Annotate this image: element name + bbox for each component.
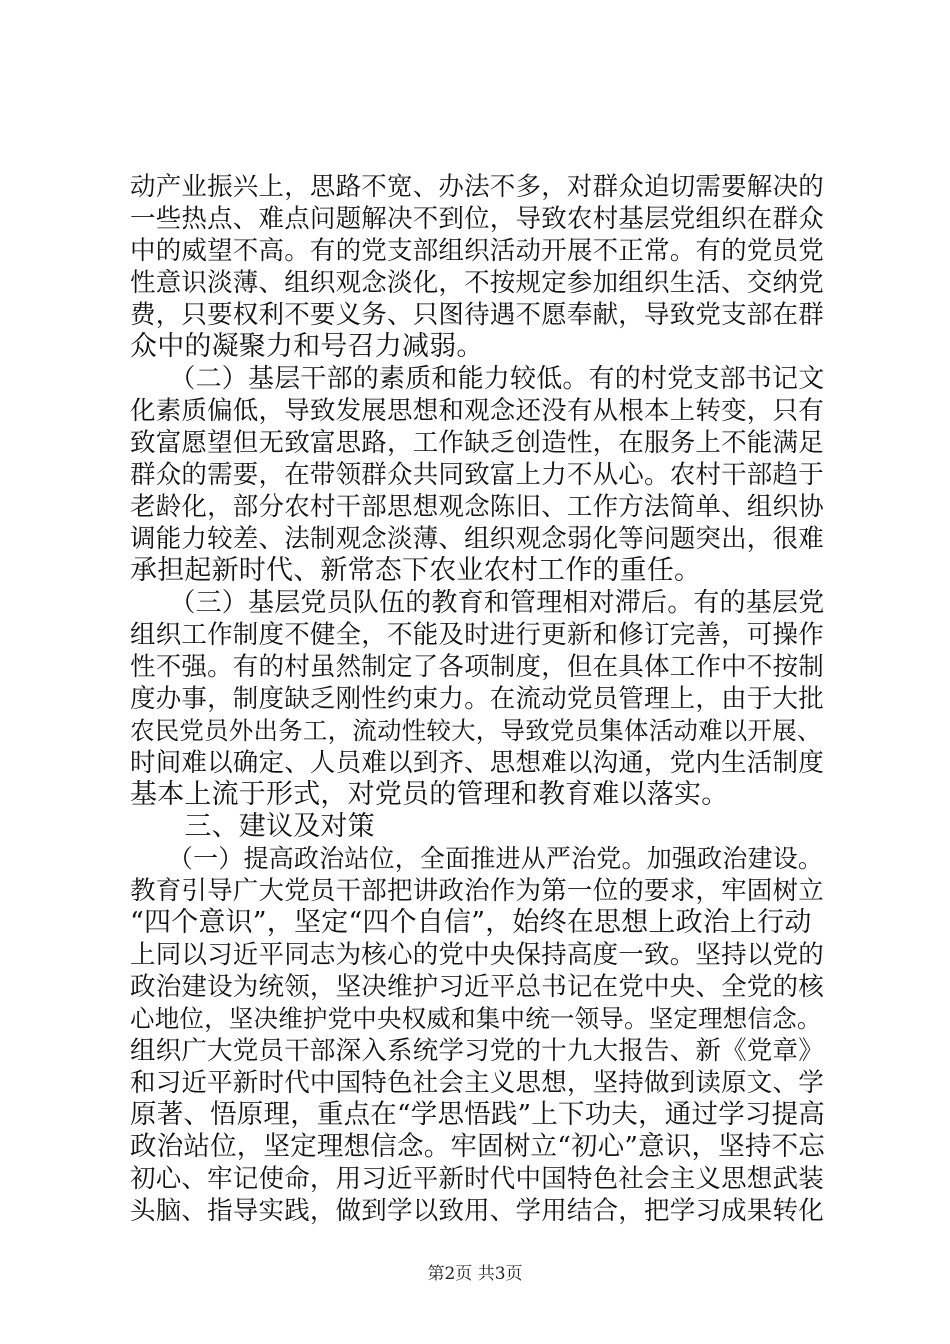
body-text-line: 性不强。有的村虽然制定了各项制度，但在具体工作中不按制: [130, 652, 824, 682]
body-text-line: 众中的凝聚力和号召力减弱。: [130, 331, 484, 362]
body-text-line: 原著、悟原理，重点在“学思悟践”上下功夫，通过学习提高: [130, 1099, 825, 1130]
body-text-line: 承担起新时代、新常态下农业农村工作的重任。: [130, 555, 702, 586]
section-title-line: 三、建议及对策: [130, 811, 375, 842]
body-text-line: 时间难以确定、人员难以到齐、思想难以沟通，党内生活制度: [130, 748, 824, 778]
body-text-line: 政治建设为统领，坚决维护习近平总书记在党中央、全党的核: [130, 972, 824, 1002]
body-text-line: 致富愿望但无致富思路，工作缺乏创造性，在服务上不能满足: [130, 428, 824, 458]
body-text-line: 性意识淡薄、组织观念淡化，不按规定参加组织生活、交纳党: [130, 268, 824, 298]
body-text-line: 心地位，坚决维护党中央权威和集中统一领导。坚定理想信念。: [130, 1004, 822, 1033]
body-text-line: 一些热点、难点问题解决不到位，导致农村基层党组织在群众: [130, 204, 824, 234]
body-text-line: 和习近平新时代中国特色社会主义思想，坚持做到读原文、学: [130, 1068, 824, 1098]
body-text-line: 老龄化，部分农村干部思想观念陈旧、工作方法简单、组织协: [130, 492, 824, 522]
body-text-line: 基本上流于形式，对党员的管理和教育难以落实。: [130, 779, 729, 810]
body-text-line: 教育引导广大党员干部把讲政治作为第一位的要求，牢固树立: [130, 876, 824, 906]
body-text-line: 化素质偏低，导致发展思想和观念还没有从根本上转变，只有: [130, 396, 824, 426]
body-text-line: “四个意识”，坚定“四个自信”，始终在思想上政治上行动: [130, 907, 812, 938]
body-text-line: 政治站位，坚定理想信念。牢固树立“初心”意识，坚持不忘: [130, 1131, 825, 1162]
body-text-line: 头脑、指导实践，做到学以致用、学用结合，把学习成果转化: [130, 1196, 824, 1226]
body-text-line: 调能力较差、法制观念淡薄、组织观念弱化等问题突出，很难: [130, 524, 824, 554]
section-heading-line: （二）基层干部的素质和能力较低。有的村党支部书记文: [130, 364, 825, 394]
body-text-line: 度办事，制度缺乏刚性约束力。在流动党员管理上，由于大批: [130, 684, 824, 714]
body-text-line: 动产业振兴上，思路不宽、办法不多，对群众迫切需要解决的: [130, 172, 824, 202]
body-text-line: 群众的需要，在带领群众共同致富上力不从心。农村干部趋于: [130, 460, 824, 490]
body-text-line: 费，只要权利不要义务、只图待遇不愿奉献，导致党支部在群: [130, 300, 824, 330]
section-heading-line: （三）基层党员队伍的教育和管理相对滞后。有的基层党: [130, 588, 825, 618]
body-text-line: 初心、牢记使命，用习近平新时代中国特色社会主义思想武装: [130, 1164, 824, 1194]
body-text-line: 组织工作制度不健全，不能及时进行更新和修订完善，可操作: [130, 620, 824, 650]
body-text-line: 中的威望不高。有的党支部组织活动开展不正常。有的党员党: [130, 236, 824, 266]
body-text-line: 组织广大党员干部深入系统学习党的十九大报告、新《党章》: [130, 1036, 824, 1066]
body-text-line: 农民党员外出务工，流动性较大，导致党员集体活动难以开展、: [130, 716, 822, 745]
section-heading-line: （一）提高政治站位，全面推进从严治党。加强政治建设。: [130, 844, 824, 873]
page-number-footer: 第2页 共3页: [427, 1264, 523, 1284]
body-text-line: 上同以习近平同志为核心的党中央保持高度一致。坚持以党的: [130, 940, 824, 970]
